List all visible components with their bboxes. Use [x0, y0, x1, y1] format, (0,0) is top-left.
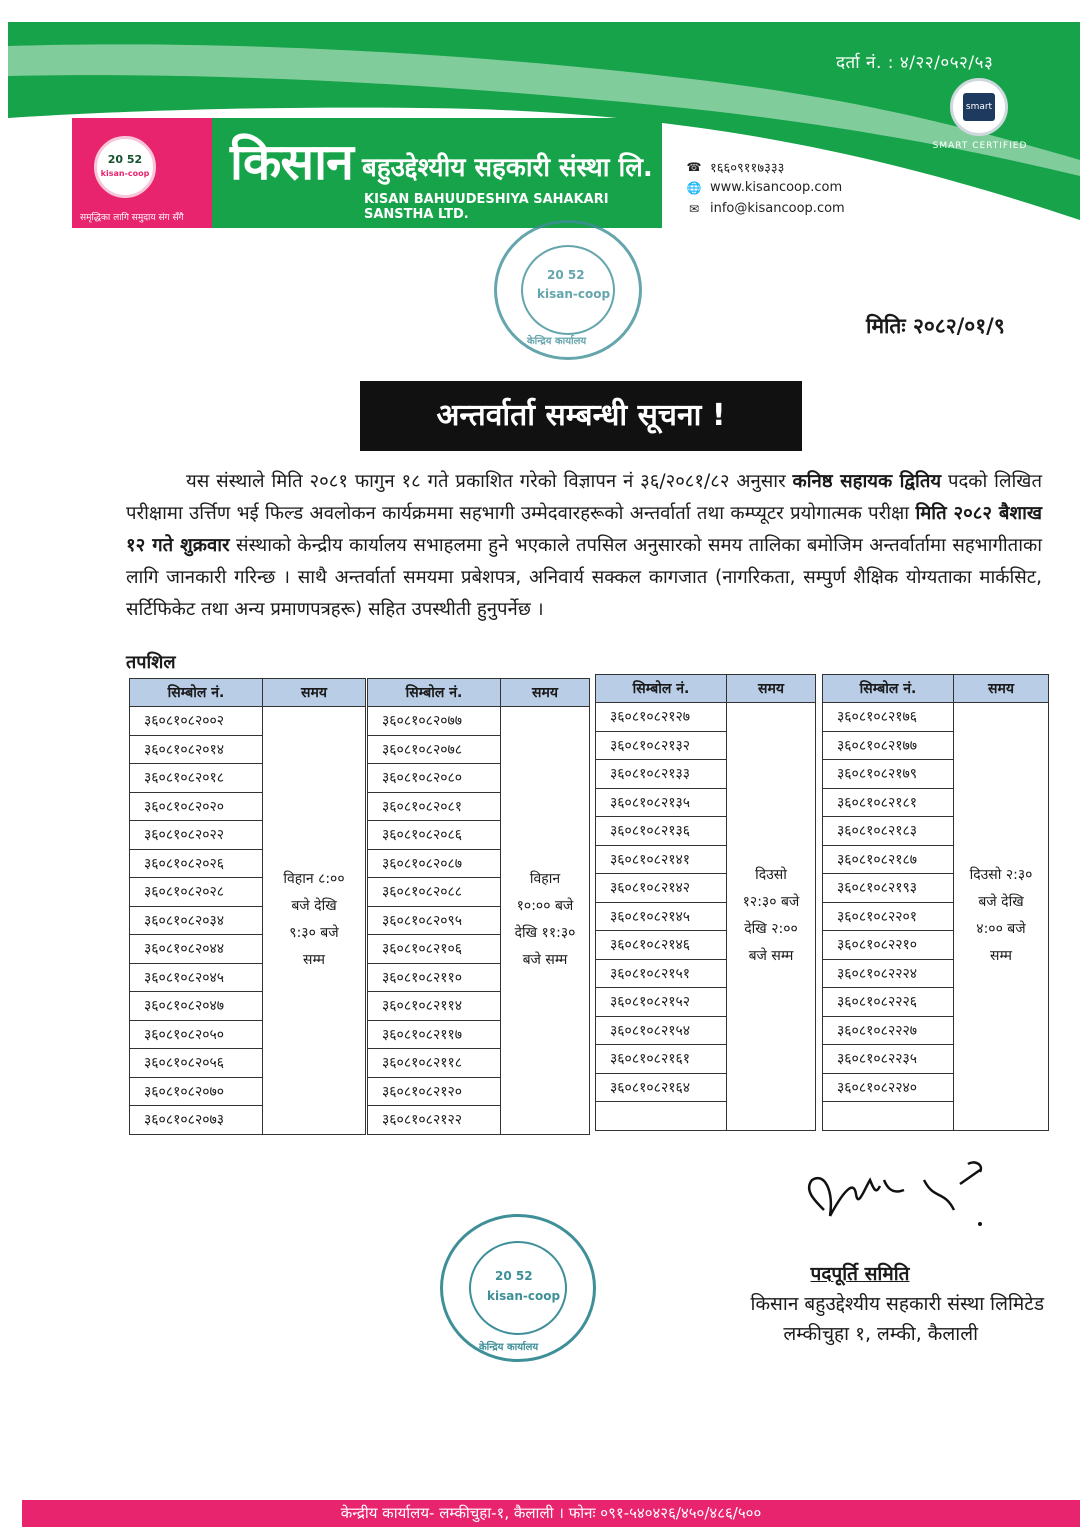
symbol-number-cell: ३६०८१०८२०२६ — [130, 849, 263, 878]
symbol-number-cell: ३६०८१०८२०५० — [130, 1020, 263, 1049]
time-slot-line: ४:०० बजे — [976, 921, 1026, 938]
symbol-number-cell: ३६०८१०८२१६४ — [596, 1073, 727, 1102]
time-slot-line: बजे देखि — [978, 894, 1024, 911]
symbol-number-header: सिम्बोल नं. — [596, 675, 727, 703]
time-slot-line: १२:३० बजे — [742, 894, 800, 911]
symbol-number-cell: ३६०८१०८२१२२ — [368, 1106, 501, 1135]
schedule-heading: तपशिल — [126, 652, 176, 673]
signatory-title: पदपूर्ति समिति — [810, 1263, 910, 1285]
registration-number: दर्ता नं. : ४/२२/०५२/५३ — [836, 53, 994, 73]
time-slot-line: देखि २:०० — [744, 921, 798, 938]
brand-name-english: KISAN BAHUUDESHIYA SAHAKARI SANSTHA LTD. — [364, 192, 609, 222]
logo-emblem — [94, 136, 156, 198]
stamp-inner-ring-bottom — [469, 1241, 567, 1335]
symbol-number-cell: ३६०८१०८२१७९ — [823, 760, 954, 789]
time-header: समय — [727, 675, 816, 703]
smart-certified-badge — [950, 78, 1008, 136]
time-header: समय — [954, 675, 1049, 703]
symbol-number-cell: ३६०८१०८२२०१ — [823, 902, 954, 931]
symbol-number-cell: ३६०८१०८२०७७ — [368, 707, 501, 736]
time-slot-line: सम्म — [989, 948, 1013, 965]
stamp-year: 20 52 — [547, 268, 585, 282]
body-part-2: पदको लिखित परीक्षामा उर्त्तिण भई फिल्ड अवलोकन कार्यक्रममा सहभागी उम्मेदवारहरूको अन्तर्वार्ता तथा कम्प्यूटर प्रयोगात्मक परीक्षा — [126, 471, 1042, 524]
time-header: समय — [263, 679, 366, 707]
symbol-number-cell: ३६०८१०८२०१४ — [130, 735, 263, 764]
schedule-table-4 — [822, 674, 1049, 1131]
symbol-number-cell: ३६०८१०८२१२७ — [596, 703, 727, 732]
office-stamp-top — [494, 220, 642, 360]
symbol-number-cell: ३६०८१०८२०२८ — [130, 878, 263, 907]
body-part-3: संस्थाको केन्द्रीय कार्यालय सभाहलमा हुने भएकाले तपसिल अनुसारको समय तालिका बमोजिम अन्तर्वार्तामा सहभागीताका लागि जानकारी गरिन्छ । साथै अन्तर्वार्ता समयमा प्रबेशपत्र, अनिवार्य सक्कल कागजात (नागरिकता, सम्पुर्ण शैक्षिक योग्यताका मार्कसिट, सर्टिफिकेट तथा अन्य प्रमाणपत्रहरू) सहित उपस्थीती हुनुपर्नेछ । — [126, 535, 1043, 620]
symbol-number-header: सिम्बोल नं. — [823, 675, 954, 703]
symbol-number-cell: ३६०८१०८२०४४ — [130, 935, 263, 964]
time-slot-line: विहान ८:०० — [283, 871, 345, 888]
time-slot-cell — [263, 707, 366, 1135]
table-row — [130, 707, 366, 736]
phone-number: १६६०९११७३३३ — [710, 160, 785, 176]
symbol-number-cell: ३६०८१०८२१८७ — [823, 845, 954, 874]
symbol-number-header: सिम्बोल नं. — [130, 679, 263, 707]
symbol-number-cell: ३६०८१०८२०७० — [130, 1077, 263, 1106]
symbol-number-cell: ३६०८१०८२१२० — [368, 1077, 501, 1106]
symbol-number-cell: ३६०८१०८२०९५ — [368, 906, 501, 935]
symbol-number-cell — [596, 1102, 727, 1131]
time-slot-line: ९:३० बजे — [289, 925, 339, 942]
time-slot-cell — [501, 707, 590, 1135]
symbol-number-cell: ३६०८१०८२०७३ — [130, 1106, 263, 1135]
symbol-number-cell: ३६०८१०८२१९३ — [823, 874, 954, 903]
symbol-number-cell — [823, 1102, 954, 1131]
symbol-number-cell: ३६०८१०८२२२४ — [823, 959, 954, 988]
stamp-name-bottom: kisan-coop — [487, 1289, 561, 1303]
symbol-number-cell: ३६०८१०८२२४० — [823, 1073, 954, 1102]
symbol-number-cell: ३६०८१०८२०८६ — [368, 821, 501, 850]
symbol-number-cell: ३६०८१०८२०८८ — [368, 878, 501, 907]
symbol-number-cell: ३६०८१०८२०३४ — [130, 906, 263, 935]
schedule-table-2 — [367, 678, 590, 1135]
symbol-number-cell: ३६०८१०८२११८ — [368, 1049, 501, 1078]
time-slot-line: बजे सम्म — [748, 948, 794, 965]
symbol-number-cell: ३६०८१०८२०५६ — [130, 1049, 263, 1078]
symbol-number-cell: ३६०८१०८२१०६ — [368, 935, 501, 964]
symbol-number-cell: ३६०८१०८२०८७ — [368, 849, 501, 878]
office-stamp-bottom — [440, 1214, 596, 1362]
time-slot-line: सम्म — [302, 952, 326, 969]
logo-banner — [72, 118, 662, 228]
time-slot-line: विहान — [529, 871, 561, 888]
symbol-number-cell: ३६०८१०८२११० — [368, 963, 501, 992]
website-row — [686, 177, 845, 198]
time-slot-cell — [727, 703, 816, 1131]
time-slot-line: १०:०० बजे — [516, 898, 574, 915]
symbol-number-cell: ३६०८१०८२०७८ — [368, 735, 501, 764]
symbol-number-cell: ३६०८१०८२१४५ — [596, 902, 727, 931]
time-slot-cell — [954, 703, 1049, 1131]
footer-bar: केन्द्रीय कार्यालय- लम्कीचुहा-१, कैलाली । फोनः ०९१-५४०४२६/४५०/४८६/५०० — [22, 1500, 1080, 1527]
symbol-number-cell: ३६०८१०८२१५१ — [596, 959, 727, 988]
stamp-name: kisan-coop — [537, 287, 611, 301]
symbol-number-header: सिम्बोल नं. — [368, 679, 501, 707]
badge-label: smart — [963, 93, 995, 121]
logo-text: kisan-coop — [100, 169, 150, 178]
mail-icon: ✉ — [688, 201, 700, 216]
globe-icon: 🌐 — [686, 180, 702, 195]
symbol-number-cell: ३६०८१०८२१४२ — [596, 874, 727, 903]
symbol-number-cell: ३६०८१०८२१३३ — [596, 760, 727, 789]
email-link[interactable]: info@kisancoop.com — [710, 201, 845, 216]
phone-row — [686, 156, 845, 177]
stamp-office-bottom: केन्द्रिय कार्यालय — [479, 1342, 539, 1353]
symbol-number-cell: ३६०८१०८२२२७ — [823, 1016, 954, 1045]
schedule-table-3 — [595, 674, 816, 1131]
symbol-number-cell: ३६०८१०८२१७६ — [823, 703, 954, 732]
brand-name-main: किसान — [230, 133, 353, 191]
time-header: समय — [501, 679, 590, 707]
phone-icon: ☎ — [686, 159, 702, 174]
symbol-number-cell: ३६०८१०८२११७ — [368, 1020, 501, 1049]
table-row — [596, 703, 816, 732]
body-part-1: यस संस्थाले मिति २०८१ फागुन १८ गते प्रकाशित गरेको विज्ञापन नं ३६/२०८१/८२ अनुसार — [186, 471, 793, 492]
signatory-address: लम्कीचुहा १, लम्की, कैलाली — [783, 1323, 978, 1345]
table-row — [368, 707, 590, 736]
body-bold-2: मिति २०८२ बैशाख १२ गते शुक्रवार — [126, 503, 1042, 556]
contact-info — [686, 156, 845, 219]
email-row — [686, 198, 845, 219]
symbol-number-cell: ३६०८१०८२०८१ — [368, 792, 501, 821]
symbol-number-cell: ३६०८१०८२०४७ — [130, 992, 263, 1021]
time-slot-line: देखि ११:३० — [514, 925, 576, 942]
time-slot-line: दिउसो — [755, 867, 787, 884]
website-link[interactable]: www.kisancoop.com — [710, 180, 843, 195]
symbol-number-cell: ३६०८१०८२००२ — [130, 707, 263, 736]
symbol-number-cell: ३६०८१०८२२३५ — [823, 1045, 954, 1074]
notice-date: मितिः २०८२/०१/९ — [866, 314, 1005, 338]
symbol-number-cell: ३६०८१०८२११४ — [368, 992, 501, 1021]
logo-tagline: समृद्धिका लागि समुदाय संग सँगै — [80, 213, 184, 223]
logo-year: 20 52 — [107, 153, 143, 166]
table-row — [823, 703, 1049, 732]
stamp-office: केन्द्रिय कार्यालय — [527, 336, 587, 347]
time-slot-line: बजे सम्म — [522, 952, 568, 969]
time-slot-line: दिउसो २:३० — [969, 867, 1033, 884]
body-bold-1: कनिष्ठ सहायक द्वितिय — [792, 471, 942, 492]
time-slot-line: बजे देखि — [291, 898, 337, 915]
symbol-number-cell: ३६०८१०८२२२६ — [823, 988, 954, 1017]
symbol-number-cell: ३६०८१०८२१३६ — [596, 817, 727, 846]
symbol-number-cell: ३६०८१०८२१५४ — [596, 1016, 727, 1045]
stamp-year-bottom: 20 52 — [495, 1269, 533, 1283]
symbol-number-cell: ३६०८१०८२१४६ — [596, 931, 727, 960]
symbol-number-cell: ३६०८१०८२०२२ — [130, 821, 263, 850]
symbol-number-cell: ३६०८१०८२०२० — [130, 792, 263, 821]
badge-caption: SMART CERTIFIED — [932, 141, 1028, 151]
symbol-number-cell: ३६०८१०८२२१० — [823, 931, 954, 960]
symbol-number-cell: ३६०८१०८२०४५ — [130, 963, 263, 992]
symbol-number-cell: ३६०८१०८२०१८ — [130, 764, 263, 793]
notice-body — [126, 466, 1042, 626]
signatory-org: किसान बहुउद्देश्यीय सहकारी संस्था लिमिटेड — [750, 1293, 1044, 1315]
symbol-number-cell: ३६०८१०८२१५२ — [596, 988, 727, 1017]
symbol-number-cell: ३६०८१०८२१८१ — [823, 788, 954, 817]
symbol-number-cell: ३६०८१०८२१४१ — [596, 845, 727, 874]
logo-pink-panel — [72, 118, 212, 228]
symbol-number-cell: ३६०८१०८२१३५ — [596, 788, 727, 817]
schedule-table-1 — [129, 678, 366, 1135]
brand-name-rest: बहुउद्देश्यीय सहकारी संस्था लि. — [362, 153, 653, 183]
symbol-number-cell: ३६०८१०८२१७७ — [823, 731, 954, 760]
signature — [784, 1150, 994, 1240]
symbol-number-cell: ३६०८१०८२१६१ — [596, 1045, 727, 1074]
notice-title: अन्तर्वार्ता सम्बन्धी सूचना ! — [360, 381, 802, 451]
symbol-number-cell: ३६०८१०८२१३२ — [596, 731, 727, 760]
symbol-number-cell: ३६०८१०८२१८३ — [823, 817, 954, 846]
symbol-number-cell: ३६०८१०८२०८० — [368, 764, 501, 793]
